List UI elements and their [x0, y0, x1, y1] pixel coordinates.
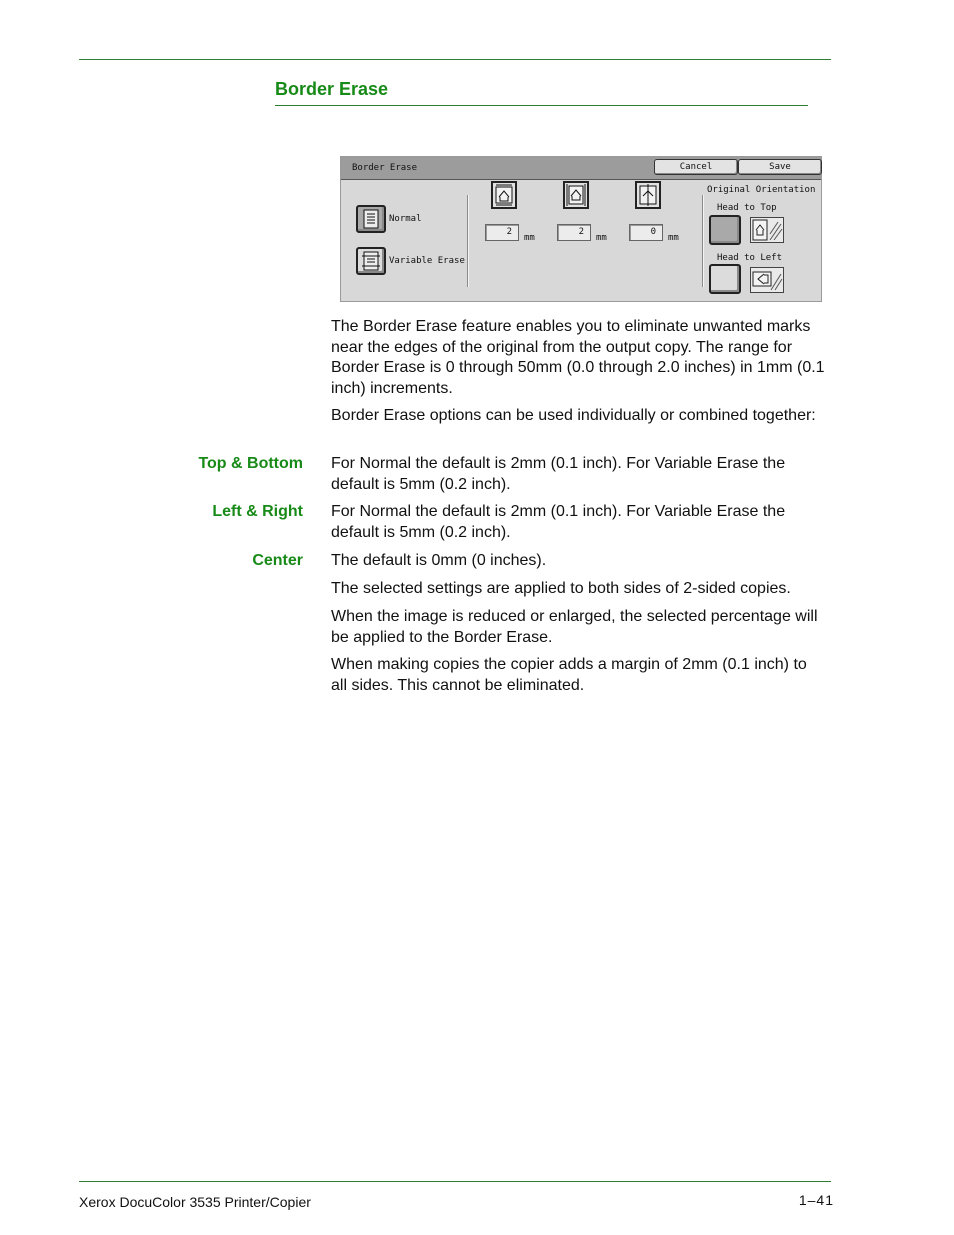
variable-erase-option-button[interactable]	[356, 247, 386, 275]
divider	[702, 195, 704, 287]
center-erase-icon	[635, 181, 661, 209]
footer-rule	[79, 1181, 831, 1182]
two-sided-paragraph: The selected settings are applied to both sides of 2-sided copies.	[331, 580, 791, 597]
page-number: 1–41	[798, 1192, 834, 1208]
top-bottom-unit: mm	[524, 233, 535, 243]
top-bottom-heading: Top & Bottom	[198, 455, 303, 472]
left-right-text: For Normal the default is 2mm (0.1 inch). For Variable Erase the default is 5mm (0.2 inch).	[331, 503, 786, 541]
left-right-value-field[interactable]: 2	[557, 224, 591, 241]
top-bottom-value-field[interactable]: 2	[485, 224, 519, 241]
head-to-top-label: Head to Top	[717, 203, 777, 213]
head-to-left-button[interactable]	[709, 264, 741, 294]
left-right-heading: Left & Right	[212, 503, 303, 520]
section-title: Border Erase	[275, 79, 389, 99]
orientation-heading: Original Orientation	[707, 185, 816, 195]
save-button[interactable]: Save	[738, 159, 822, 175]
center-unit: mm	[668, 233, 679, 243]
center-heading: Center	[252, 552, 303, 569]
variable-erase-icon	[358, 249, 384, 273]
head-to-top-button[interactable]	[709, 215, 741, 245]
divider	[467, 195, 469, 287]
top-bottom-erase-icon	[491, 181, 517, 209]
center-value-field[interactable]: 0	[629, 224, 663, 241]
top-bottom-text: For Normal the default is 2mm (0.1 inch). For Variable Erase the default is 5mm (0.2 inch).	[331, 455, 786, 493]
normal-option-label: Normal	[389, 214, 422, 224]
footer-product: Xerox DocuColor 3535 Printer/Copier	[79, 1194, 311, 1210]
border-erase-screen	[340, 156, 822, 302]
reduce-enlarge-paragraph: When the image is reduced or enlarged, the selected percentage will be applied to the Border Erase.	[331, 608, 818, 646]
portrait-orientation-icon	[751, 218, 783, 242]
intro-paragraph: The Border Erase feature enables you to eliminate unwanted marks near the edges of the original from the output copy. The range for Border Erase is 0 through 50mm (0.0 through 2.0 inches) in 1mm (0.1 inch) increments.	[331, 318, 825, 397]
title-underline	[275, 105, 808, 106]
left-right-erase-icon	[563, 181, 589, 209]
head-to-left-thumbnail	[750, 267, 784, 293]
variable-erase-option-label: Variable Erase	[389, 256, 465, 266]
screen-titlebar	[341, 157, 821, 180]
head-to-top-thumbnail	[750, 217, 784, 243]
screen-title: Border Erase	[352, 163, 418, 173]
landscape-orientation-icon	[751, 268, 783, 292]
center-text: The default is 0mm (0 inches).	[331, 552, 547, 569]
normal-option-button[interactable]	[356, 205, 386, 233]
cancel-button[interactable]: Cancel	[654, 159, 738, 175]
header-rule	[79, 59, 831, 60]
page-lines-icon	[358, 207, 384, 231]
options-paragraph: Border Erase options can be used individually or combined together:	[331, 407, 816, 424]
margin-paragraph: When making copies the copier adds a margin of 2mm (0.1 inch) to all sides. This cannot be eliminated.	[331, 656, 807, 694]
head-to-left-label: Head to Left	[717, 253, 783, 263]
left-right-unit: mm	[596, 233, 607, 243]
